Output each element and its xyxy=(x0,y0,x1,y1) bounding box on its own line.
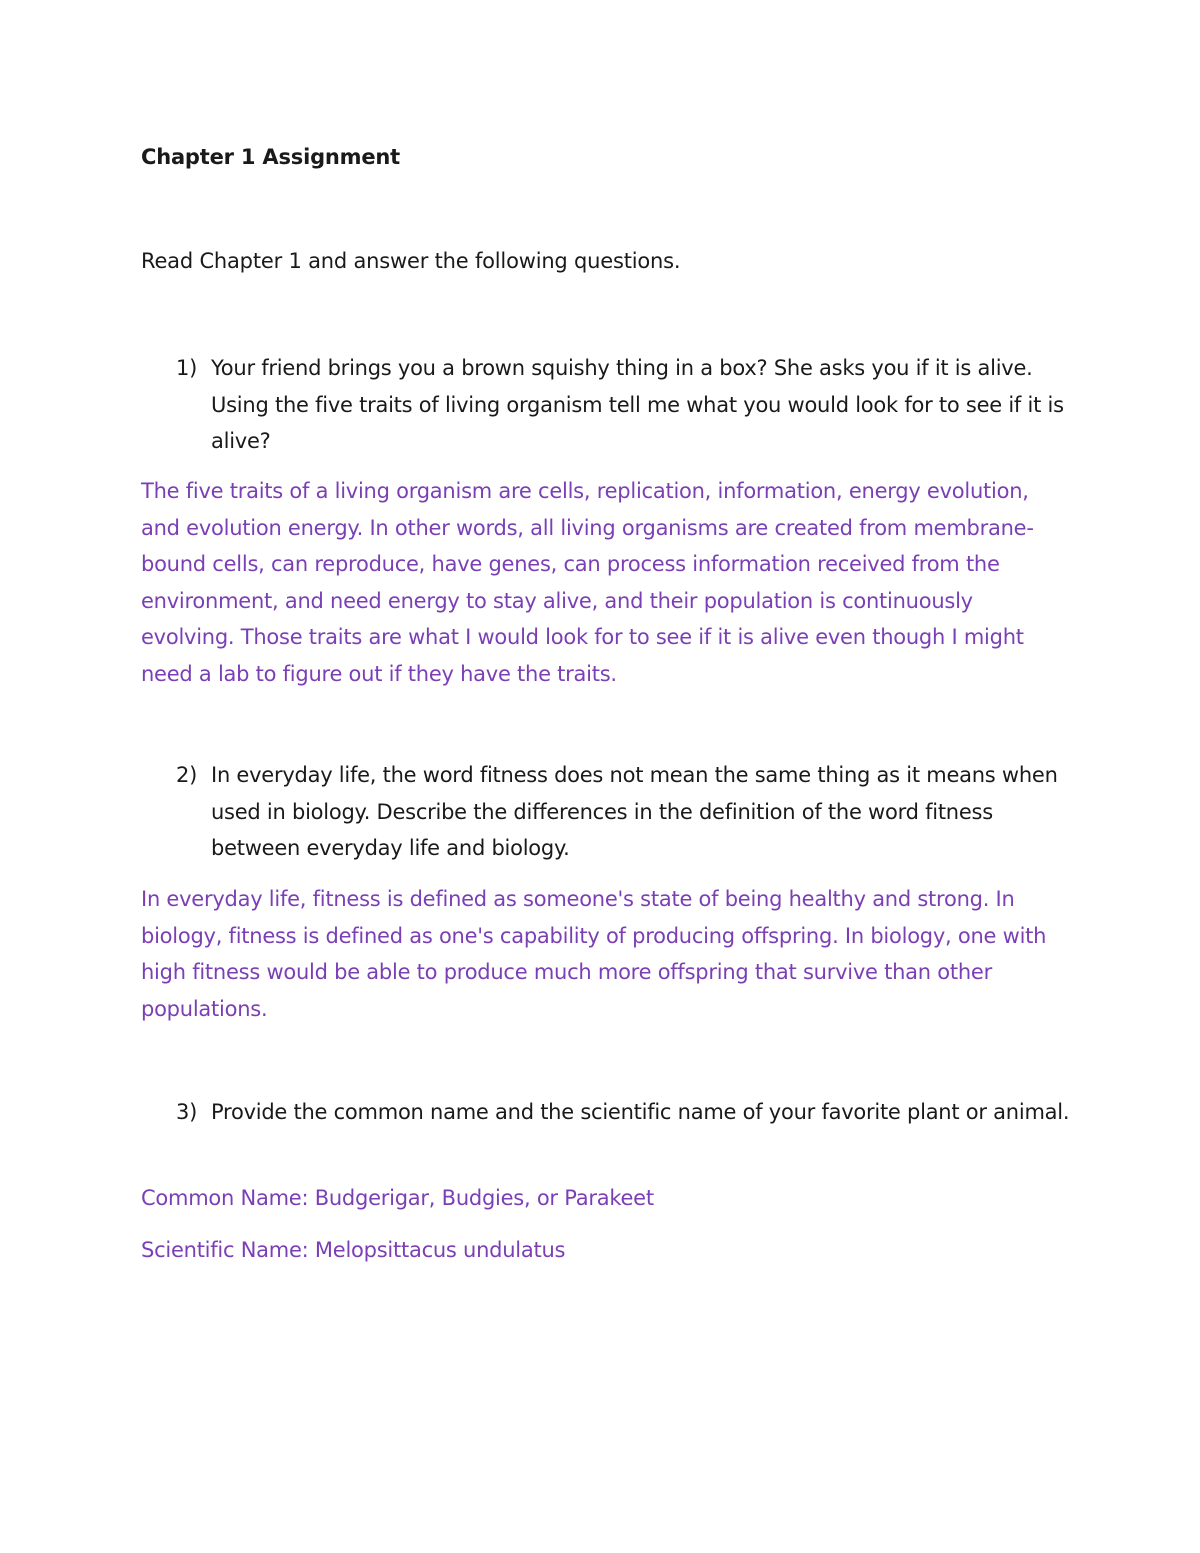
question-1-text: Your friend brings you a brown squishy thing in a box? She asks you if it is alive. Using the five traits of living organism tell me what you would look for to see if it is alive? xyxy=(211,356,1064,453)
question-1 xyxy=(176,350,1076,460)
answer-3-scientific-name: Scientific Name: Melopsittacus undulatus xyxy=(141,1238,566,1262)
question-2-number: 2) xyxy=(176,763,198,787)
page-title: Chapter 1 Assignment xyxy=(141,145,400,169)
question-3-number: 3) xyxy=(176,1100,198,1124)
answer-3-common-name: Common Name: Budgerigar, Budgies, or Parakeet xyxy=(141,1186,654,1210)
question-1-number: 1) xyxy=(176,356,198,380)
intro-text: Read Chapter 1 and answer the following questions. xyxy=(141,249,681,273)
question-2 xyxy=(176,757,1076,867)
answer-2: In everyday life, fitness is defined as someone's state of being healthy and strong. In biology, fitness is defined as one's capability of producing offspring. In biology, one with high fitness would be able to produce much more offspring that survive than other populations. xyxy=(141,887,1047,1021)
question-2-text: In everyday life, the word fitness does not mean the same thing as it means when used in biology. Describe the differences in the definition of the word fitness between everyday life and biology. xyxy=(211,763,1058,860)
question-3 xyxy=(176,1094,1076,1131)
question-3-text: Provide the common name and the scientific name of your favorite plant or animal. xyxy=(211,1100,1070,1124)
answer-1: The five traits of a living organism are cells, replication, information, energy evolution, and evolution energy. In other words, all living organisms are created from membrane-bound cells, can reproduce, have genes, can process information received from the environment, and need energy to stay alive, and their population is continuously evolving. Those traits are what I would look for to see if it is alive even though I might need a lab to figure out if they have the traits. xyxy=(141,479,1034,686)
